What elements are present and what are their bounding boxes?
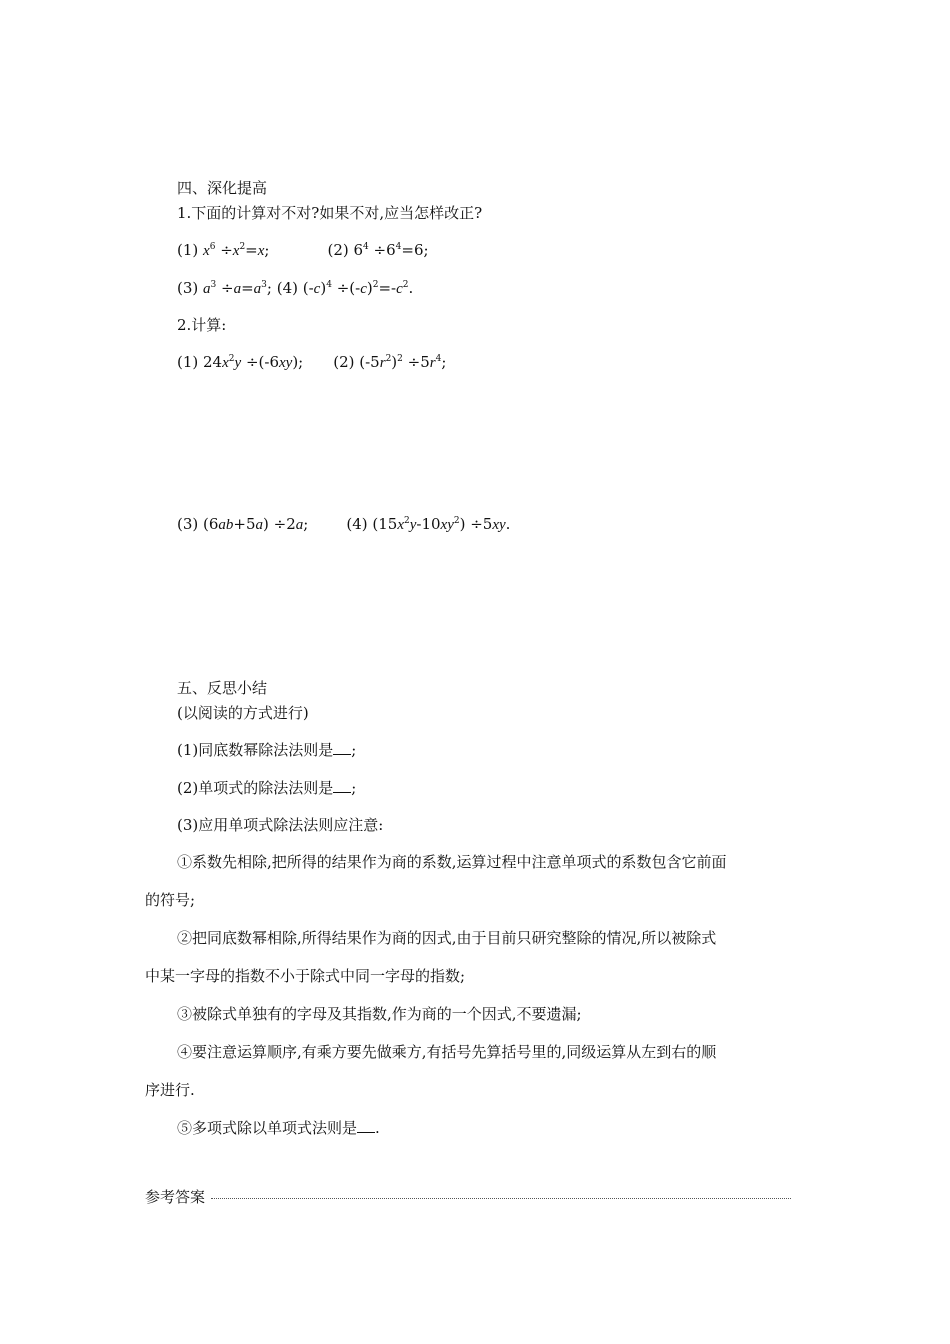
summary-line-1: (1)同底数幂除法法则是 ; — [177, 741, 357, 759]
answers-label: 参考答案 — [145, 1188, 206, 1206]
fill-blank — [357, 1120, 375, 1133]
answers-header — [145, 1187, 791, 1207]
question-2-row-1: (1) $24x^2y \div(-6xy)$; (2) $(-5r^2)^2 \div 5r^4$; — [177, 353, 447, 371]
dotted-leader — [211, 1198, 791, 1199]
item-label: (4) — [276, 279, 303, 297]
note-5: ⑤多项式除以单项式法则是 . — [177, 1119, 380, 1137]
item-label: (4) — [346, 515, 373, 533]
fill-blank — [333, 742, 351, 755]
item-label: (3) — [177, 279, 204, 297]
question-1-row-2: (3) $a^3 \div a=a^3$; (4) $(-c)^4 \div(-c)^2=-c^2$. — [177, 279, 414, 297]
section-5-subtitle: (以阅读的方式进行) — [177, 704, 309, 722]
question-2-prompt: 2.计算: — [177, 316, 227, 334]
summary-text: (1)同底数幂除法法则是 — [177, 741, 334, 759]
note-text: ⑤多项式除以单项式法则是 — [177, 1119, 358, 1137]
note-2-line-1: ②把同底数幂相除,所得结果作为商的因式,由于目前只研究整除的情况,所以被除式 — [177, 929, 717, 947]
item-label: (2) — [327, 241, 354, 259]
item-label: (3) — [177, 515, 204, 533]
note-1-line-1: ①系数先相除,把所得的结果作为商的系数,运算过程中注意单项式的系数包含它前面 — [177, 853, 727, 871]
note-1-line-2: 的符号; — [145, 891, 196, 909]
summary-line-2: (2)单项式的除法法则是 ; — [177, 779, 357, 797]
question-2-row-2: (3) (6ab+5a) ÷2a; (4) $(15x^2y-10xy^2) \div 5xy$. — [177, 515, 511, 533]
summary-line-3: (3)应用单项式除法法则应注意: — [177, 816, 384, 834]
item-label: (1) — [177, 353, 204, 371]
note-3: ③被除式单独有的字母及其指数,作为商的一个因式,不要遗漏; — [177, 1005, 582, 1023]
item-label: (1) — [177, 241, 204, 259]
item-label: (2) — [333, 353, 360, 371]
note-4-line-1: ④要注意运算顺序,有乘方要先做乘方,有括号先算括号里的,同级运算从左到右的顺 — [177, 1043, 717, 1061]
question-1-prompt: 1.下面的计算对不对?如果不对,应当怎样改正? — [177, 204, 483, 222]
fill-blank — [333, 780, 351, 793]
section-4-title: 四、深化提高 — [177, 179, 268, 197]
note-2-line-2: 中某一字母的指数不小于除式中同一字母的指数; — [145, 967, 466, 985]
note-4-line-2: 序进行. — [145, 1081, 195, 1099]
summary-text: (2)单项式的除法法则是 — [177, 779, 334, 797]
question-1-row-1: (1) $x^6 \div x^2=x$; (2) $6^4 \div 6^4=6$; — [177, 241, 429, 259]
section-5-title: 五、反思小结 — [177, 679, 268, 697]
